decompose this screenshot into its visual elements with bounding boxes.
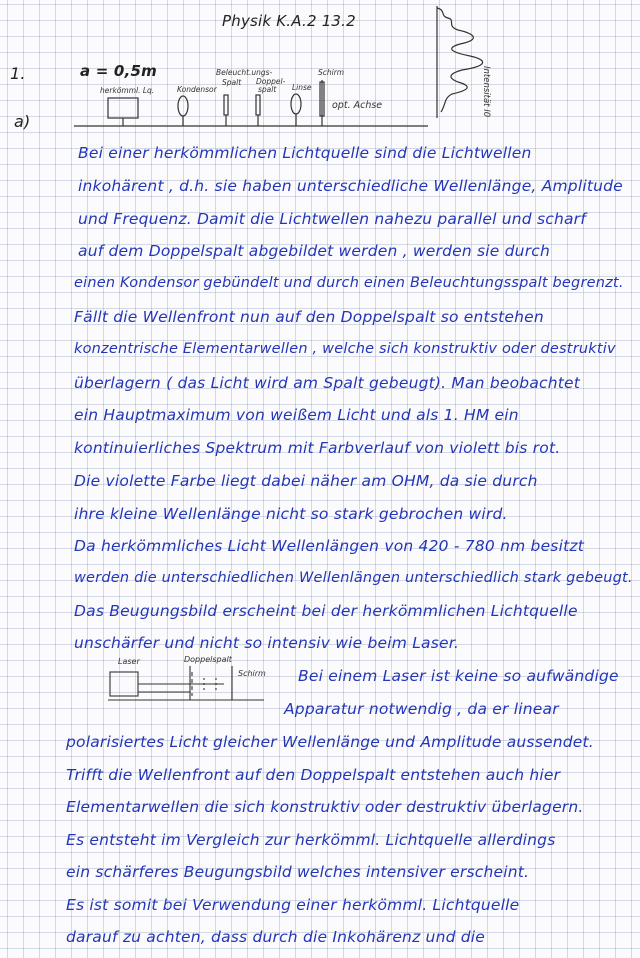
label-laser-double-slit: Doppelspalt — [184, 655, 232, 664]
text-line: Bei einer herkömmlichen Lichtquelle sind die Lichtwellen — [78, 144, 532, 162]
distance-value: a = 0,5m — [80, 62, 157, 80]
text-line: polarisiertes Licht gleicher Wellenlänge und Amplitude aussendet. — [66, 733, 594, 751]
label-illum-slit: Beleucht.ungs- — [216, 68, 273, 77]
page-title: Physik K.A.2 13.2 — [222, 12, 356, 30]
illumination-slit — [224, 95, 228, 115]
text-line: ihre kleine Wellenlänge nicht so stark gebrochen wird. — [74, 505, 508, 523]
intensity-curve — [437, 8, 483, 112]
condenser-lens — [178, 96, 188, 116]
subtask-label: a) — [14, 112, 31, 131]
text-line: Das Beugungsbild erscheint bei der herkömmlichen Lichtquelle — [74, 602, 578, 620]
text-line: einen Kondensor gebündelt und durch einen Beleuchtungsspalt begrenzt. — [74, 275, 624, 291]
text-line: werden die unterschiedlichen Wellenlängen unterschiedlich stark gebeugt. — [74, 570, 633, 586]
label-intensity: Intensität I0 — [481, 66, 491, 118]
label-lamp: herkömml. Lq. — [100, 86, 155, 95]
text-line: darauf zu achten, dass durch die Inkohärenz und die — [66, 928, 486, 946]
label-laser-screen: Schirm — [238, 669, 266, 678]
text-line: konzentrische Elementarwellen , welche sich konstruktiv oder destruktiv — [74, 341, 616, 357]
task-number: 1. — [10, 64, 26, 83]
text-line: Es ist somit bei Verwendung einer herkömml. Lichtquelle — [66, 896, 520, 914]
text-line: Trifft die Wellenfront auf den Doppelspalt entstehen auch hier — [66, 766, 561, 784]
label-screen: Schirm — [318, 68, 345, 77]
text-line: Bei einem Laser ist keine so aufwändige — [298, 667, 619, 685]
text-line: kontinuierliches Spektrum mit Farbverlauf von violett bis rot. — [74, 439, 561, 457]
label-lens: Linse — [292, 83, 312, 92]
text-line: auf dem Doppelspalt abgebildet werden , werden sie durch — [78, 242, 551, 260]
text-line: ein Hauptmaximum von weißem Licht und als 1. HM ein — [74, 406, 519, 424]
optical-setup-diagram — [0, 0, 640, 130]
label-condenser: Kondensor — [177, 85, 217, 94]
text-line: inkohärent , d.h. sie haben unterschiedliche Wellenlänge, Amplitude — [78, 177, 623, 195]
lamp-box — [108, 98, 138, 118]
text-line: und Frequenz. Damit die Lichtwellen nahezu parallel und scharf — [78, 210, 586, 228]
text-line: überlagern ( das Licht wird am Spalt gebeugt). Man beobachtet — [74, 374, 581, 392]
text-line: ein schärferes Beugungsbild welches intensiver erscheint. — [66, 863, 530, 881]
label-optical-axis: opt. Achse — [332, 100, 383, 111]
text-line: Fällt die Wellenfront nun auf den Doppelspalt so entstehen — [74, 308, 544, 326]
double-slit — [256, 95, 260, 115]
svg-text:Spalt: Spalt — [222, 78, 242, 87]
label-double-slit: Doppel- — [256, 77, 286, 86]
text-line: unschärfer und nicht so intensiv wie beim Laser. — [74, 634, 460, 652]
svg-text:spalt: spalt — [258, 85, 277, 94]
label-laser: Laser — [118, 657, 140, 666]
text-line: Die violette Farbe liegt dabei näher am OHM, da sie durch — [74, 472, 538, 490]
text-line: Apparatur notwendig , da er linear — [284, 700, 559, 718]
text-line: Elementarwellen die sich konstruktiv oder destruktiv überlagern. — [66, 798, 584, 816]
lens — [291, 94, 301, 114]
text-line: Da herkömmliches Licht Wellenlängen von 420 - 780 nm besitzt — [74, 537, 584, 555]
text-line: Es entsteht im Vergleich zur herkömml. Lichtquelle allerdings — [66, 831, 556, 849]
